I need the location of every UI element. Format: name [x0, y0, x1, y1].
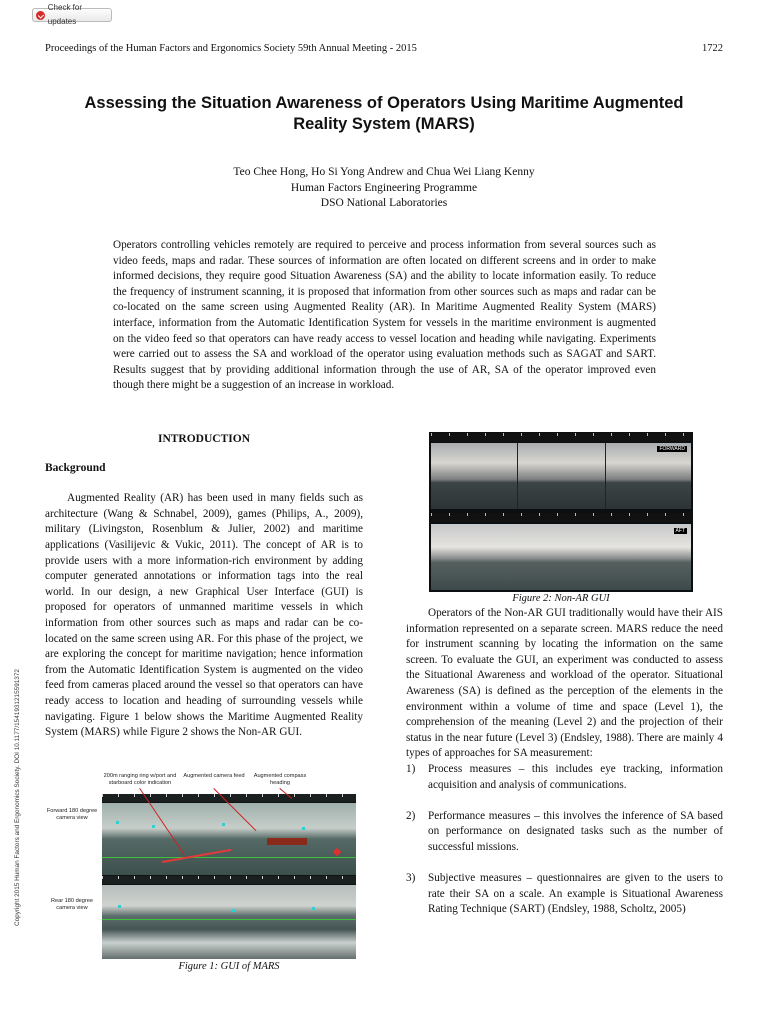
fig1-label-forward: Forward 180 degree camera view	[46, 808, 98, 821]
fig1-label-range-ring: 200m ranging ring w/port and starboard color indication	[103, 773, 177, 786]
compass-ruler-forward	[102, 794, 356, 802]
forward-view-tag: FORWARD	[659, 446, 685, 452]
ais-marker	[222, 823, 225, 826]
forward-camera-panorama	[431, 443, 691, 509]
list-item-number: 3)	[406, 872, 416, 885]
paper-title: Assessing the Situation Awareness of Operators Using Maritime Augmented Reality System (MARS)	[84, 94, 684, 133]
running-head	[45, 43, 723, 54]
page-number: 1722	[702, 43, 723, 54]
evaluation-paragraph: Operators of the Non-AR GUI traditionally would have their AIS information represented on a separate screen. MARS reduce the need for instrument scanning by locating the information on the same screen. To evaluate the GUI, an experiment was conducted to assess the Situational Awareness and workload of the operator. Situational Awareness (SA) is defined as the perception of the elements in the environment within a volume of time and space (Level 1), the comprehension of the meaning (Level 2) and the projection of their status in the near future (Level 3) (Endsley, 1988). There are mainly 4 types of approaches for SA measurement:	[406, 607, 723, 760]
rear-camera-panorama	[431, 524, 691, 590]
ais-marker	[312, 907, 315, 910]
check-for-updates-badge[interactable]	[32, 3, 112, 26]
figure-2-non-ar-gui-image	[429, 432, 693, 592]
abstract-text: Operators controlling vehicles remotely are required to perceive and process information from several sources such as video feeds, maps and radar. These sources of information are often located on different screens and in order to make informed decisions, they require good Situation Awareness (SA) and the ability to locate information easily. To reduce the frequency of instrument scanning, it is proposed that information from other sources such as maps and radar can be co-located on the same screen using Augmented Reality (AR). In Maritime Augmented Reality System (MARS) interface, information from the Automatic Identification System for vessels in the maritime environment is augmented on the video feed so that operators can have ready access to vessel location and heading while navigating. Experiments were carried out to assess the SA and workload of the operator using evaluation methods such as SAGAT and SART. Results suggest that by providing additional information through the use of AR, SA of the operator improved even though there might be a suggestion of an increase in workload.	[113, 239, 656, 392]
author-names: Teo Chee Hong, Ho Si Yong Andrew and Chua Wei Liang Kenny	[233, 166, 535, 178]
list-item	[406, 871, 723, 918]
list-item-number: 1)	[406, 762, 416, 775]
compass-ruler-rear	[102, 876, 356, 884]
list-item	[406, 809, 723, 856]
list-item-number: 2)	[406, 809, 416, 822]
aft-view-tag: AFT	[675, 528, 685, 534]
rear-camera-view	[102, 885, 356, 959]
compass-ruler-bottom	[431, 513, 691, 522]
ais-marker	[302, 827, 305, 830]
compass-ruler-top	[431, 433, 691, 442]
checkmark-icon	[36, 11, 45, 20]
sa-measurement-list	[406, 762, 723, 918]
background-paragraph: Augmented Reality (AR) has been used in many fields such as architecture (Wang & Schnabel, 2009), games (Philips, A., 2009), military (Livingston, Rosenblum & Julier, 2002) and maritime applications (Vasilijevic & Vukic, 2011). The concept of AR is to provide users with a more information-rich environment by adding computer generated annotations or information tags into the real world. In our design, a new Graphical User Interface (GUI) is proposed for operators of unmanned maritime vessels in which information from other sources such as maps and radar can be co-located on the same screen using AR. For this phase of the project, we are exploring the concept for maritime navigation; hence information from the Automatic Identification System is augmented on the video feed from cameras placed around the vessel so that operators can have ready access to location and heading of surrounding vessels while navigating. Figure 1 below shows the Maritime Augmented Reality System (MARS) while Figure 2 shows the Non-AR GUI.	[45, 492, 363, 739]
running-head-text: Proceedings of the Human Factors and Ergonomics Society 59th Annual Meeting - 2015	[45, 43, 417, 54]
list-item	[406, 762, 723, 793]
heading-line	[162, 849, 231, 863]
author-block	[60, 165, 708, 212]
subheading-background: Background	[45, 461, 106, 474]
range-ring-line	[102, 919, 356, 920]
camera-seam	[517, 443, 518, 509]
fig1-label-compass: Augmented compass heading	[253, 773, 307, 786]
ais-marker	[118, 905, 121, 908]
list-item-text: Process measures – this includes eye tracking, information acquisition and analysis of communications.	[428, 762, 723, 791]
fig1-label-camera-feed: Augmented camera feed	[183, 773, 245, 779]
figure-1-mars-gui-image	[102, 794, 356, 959]
section-heading-introduction: INTRODUCTION	[157, 433, 250, 445]
ais-marker	[116, 821, 119, 824]
list-item-text: Performance measures – this involves the inference of SA based on performance on designated tasks such as the number of successful missions.	[428, 809, 723, 853]
forward-camera-view	[102, 803, 356, 875]
copyright-sidebar: Copyright 2015 Human Factors and Ergonomics Society. DOI 10.1177/1541931215591372	[14, 669, 21, 926]
target-marker-icon	[333, 848, 341, 856]
figure-2-caption: Figure 2: Non-AR GUI	[512, 593, 610, 604]
right-column	[406, 606, 723, 933]
author-institution: DSO National Laboratories	[320, 197, 448, 209]
fig1-label-rear: Rear 180 degree camera view	[51, 898, 93, 911]
left-column	[45, 432, 363, 741]
author-programme: Human Factors Engineering Programme	[290, 181, 478, 194]
ais-marker	[232, 909, 235, 912]
range-ring-line	[102, 857, 356, 858]
figure-1-caption: Figure 1: GUI of MARS	[178, 961, 280, 972]
vessel-marker	[267, 838, 307, 845]
abstract	[113, 238, 656, 394]
ais-marker	[152, 825, 155, 828]
list-item-text: Subjective measures – questionnaires are given to the users to rate their SA on a scale. An example is Situational Awareness Rating Technique (SART) (Endsley, 1988, Scholtz, 2005)	[428, 872, 723, 916]
check-for-updates-label: Check for updates	[47, 3, 82, 26]
camera-seam	[605, 443, 606, 509]
